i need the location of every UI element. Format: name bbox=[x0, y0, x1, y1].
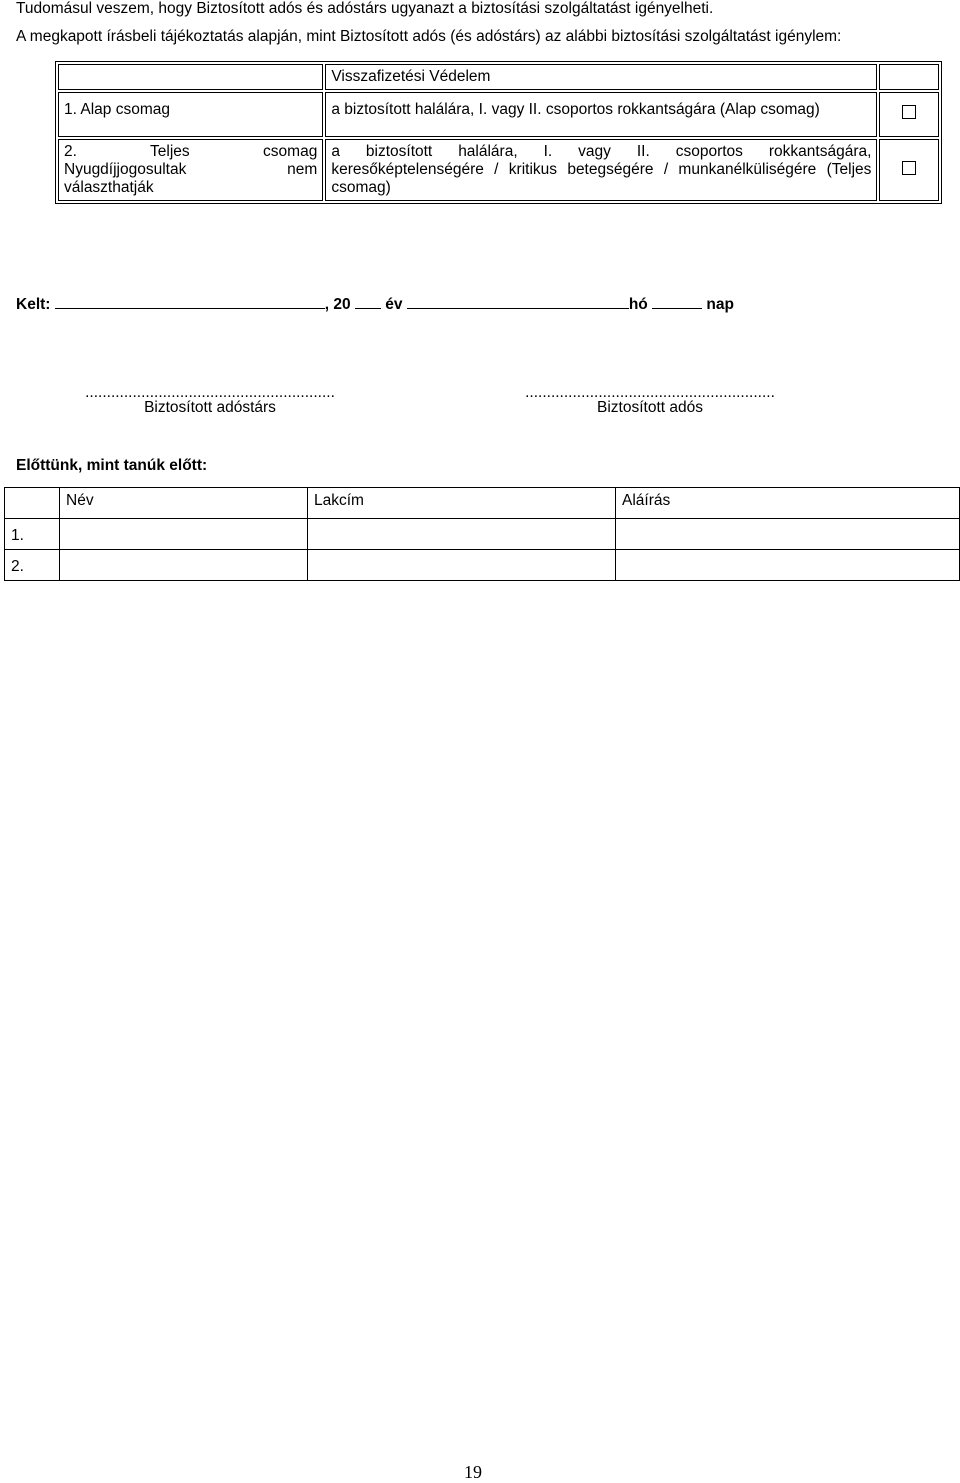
witness-row-2-signature[interactable] bbox=[616, 550, 960, 581]
witness-col-address: Lakcím bbox=[308, 488, 616, 519]
package-header-row bbox=[58, 64, 939, 90]
signature-right-dots: .......................................................... bbox=[525, 387, 775, 399]
kelt-month-blank[interactable] bbox=[407, 294, 629, 309]
witness-header-empty bbox=[5, 488, 60, 519]
intro-line-1: Tudomásul veszem, hogy Biztosított adós és adóstárs ugyanazt a biztosítási szolgáltatást igényelheti. bbox=[16, 0, 714, 17]
witnesses-title: Előttünk, mint tanúk előtt: bbox=[16, 457, 208, 474]
package-2-check-cell[interactable] bbox=[879, 139, 939, 201]
package-2-name bbox=[58, 139, 323, 201]
kelt-month-suffix: hó bbox=[628, 296, 648, 313]
signature-left-dots: .......................................................... bbox=[85, 387, 335, 399]
witness-header-row bbox=[5, 488, 960, 519]
witness-row-2-name[interactable] bbox=[60, 550, 308, 581]
kelt-day-suffix: nap bbox=[706, 296, 734, 313]
package-1-check-cell[interactable] bbox=[879, 92, 939, 137]
signature-left-label: Biztosított adóstárs bbox=[144, 399, 276, 416]
package-header-check-empty bbox=[879, 64, 939, 90]
kelt-year-blank[interactable] bbox=[355, 294, 381, 309]
witness-table bbox=[4, 487, 960, 581]
witness-row-2-number: 2. bbox=[5, 550, 60, 581]
witness-row-1-number: 1. bbox=[5, 519, 60, 550]
kelt-place-blank[interactable] bbox=[55, 294, 325, 309]
kelt-year-prefix: , 20 bbox=[324, 296, 351, 313]
package-1-description: a biztosított halálára, I. vagy II. csoportos rokkantságára (Alap csomag) bbox=[325, 92, 877, 137]
intro-line-2: A megkapott írásbeli tájékoztatás alapján, mint Biztosított adós (és adóstárs) az alábbi biztosítási szolgáltatást igénylem: bbox=[16, 28, 842, 45]
signature-right bbox=[490, 387, 810, 417]
package-header-title: Visszafizetési Védelem bbox=[325, 64, 877, 90]
kelt-line bbox=[16, 294, 734, 314]
package-1-name: 1. Alap csomag bbox=[58, 92, 323, 137]
kelt-year-suffix: év bbox=[385, 296, 403, 313]
package-2-name-line-2: Nyugdíjjogosultak nem bbox=[64, 161, 318, 178]
kelt-day-blank[interactable] bbox=[652, 294, 702, 309]
page-number: 19 bbox=[464, 1462, 482, 1482]
package-row-1 bbox=[58, 92, 939, 137]
package-2-name-line-3: választhatják bbox=[64, 179, 154, 196]
signature-left bbox=[50, 387, 370, 417]
witness-col-name: Név bbox=[60, 488, 308, 519]
witness-col-signature: Aláírás bbox=[616, 488, 960, 519]
witness-row-2-address[interactable] bbox=[308, 550, 616, 581]
package-header-empty bbox=[58, 64, 323, 90]
package-1-checkbox[interactable] bbox=[902, 105, 916, 119]
witness-row-1-signature[interactable] bbox=[616, 519, 960, 550]
package-table bbox=[55, 61, 942, 204]
package-2-checkbox[interactable] bbox=[902, 161, 916, 175]
witness-row-2 bbox=[5, 550, 960, 581]
kelt-label: Kelt: bbox=[16, 296, 51, 313]
signature-right-label: Biztosított adós bbox=[597, 399, 703, 416]
package-2-description: a biztosított halálára, I. vagy II. csoportos rokkantságára, keresőképtelenségére / kritikus betegségére / munkanélküliségére (Teljes csomag) bbox=[325, 139, 877, 201]
witness-row-1 bbox=[5, 519, 960, 550]
package-row-2 bbox=[58, 139, 939, 201]
witness-row-1-address[interactable] bbox=[308, 519, 616, 550]
witness-row-1-name[interactable] bbox=[60, 519, 308, 550]
package-2-name-line-1: 2. Teljes csomag bbox=[64, 143, 318, 160]
